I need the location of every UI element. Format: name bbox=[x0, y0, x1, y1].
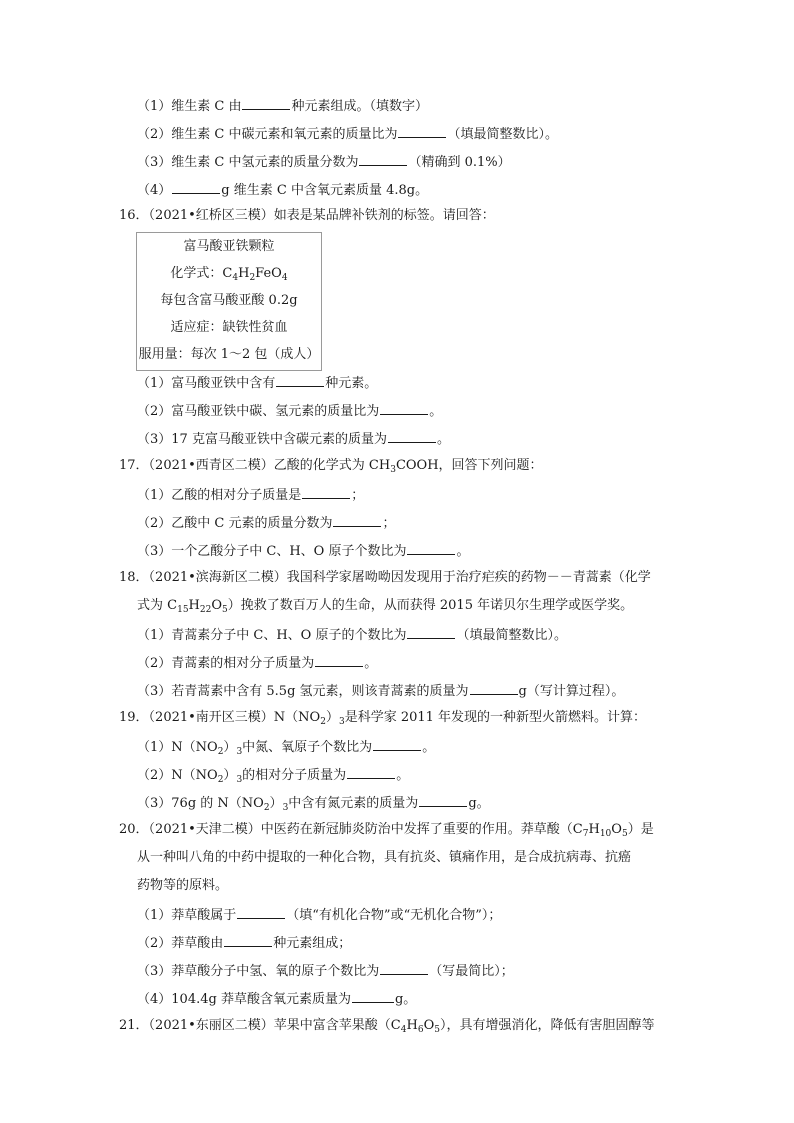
answer-blank[interactable] bbox=[224, 932, 272, 947]
q16-sub1 bbox=[137, 372, 377, 392]
formula-sub: 5 bbox=[434, 1025, 440, 1035]
q16-sub3-text-end: 。 bbox=[436, 432, 450, 447]
q15-sub3-text-end: （精确到 0.1%） bbox=[408, 155, 511, 170]
q18-sub2-text: （2）青蒿素的相对分子质量为 bbox=[137, 656, 315, 671]
q18-sub3-text: （3）若青蒿素中含有 5.5g 氢元素，则该青蒿素的质量为 bbox=[137, 684, 469, 699]
q17-sub2-text-end: ； bbox=[382, 516, 396, 531]
q16-sub2-text: （2）富马酸亚铁中碳、氢元素的质量比为 bbox=[137, 404, 380, 419]
answer-blank[interactable] bbox=[407, 540, 455, 555]
q17-head-text-end: COOH，回答下列问题： bbox=[395, 458, 543, 473]
q20-sub3 bbox=[137, 960, 514, 980]
answer-blank[interactable] bbox=[373, 736, 421, 751]
formula-sub: 6 bbox=[417, 1025, 424, 1035]
q20-sub1-text: （1）莽草酸属于 bbox=[137, 908, 237, 923]
q20-heading-cont1: 从一种叫八角的中药中提取的一种化合物，具有抗炎、镇痛作用，是合成抗病毒、抗癌 bbox=[137, 850, 632, 865]
q15-sub4-text-end: g 维生素 C 中含氧元素质量 4.8g。 bbox=[221, 183, 429, 198]
formula-sub: 5 bbox=[222, 605, 228, 615]
q17-sub2 bbox=[137, 512, 396, 532]
q18-sub1 bbox=[137, 624, 567, 644]
q20-heading bbox=[119, 820, 654, 840]
q19-sub2-text-end: 。 bbox=[396, 768, 410, 783]
formula-sub: 3 bbox=[236, 775, 243, 785]
q19-sub2-text: （2）N（NO bbox=[137, 768, 218, 783]
q20-sub1-text-end: （填“有机化合物”或“无机化合物”）； bbox=[286, 908, 502, 923]
q18-heading-cont bbox=[137, 596, 633, 616]
formula-h: H bbox=[588, 822, 600, 837]
q16-sub3-text: （3）17 克富马酸亚铁中含碳元素的质量为 bbox=[137, 432, 387, 447]
answer-blank[interactable] bbox=[302, 484, 350, 499]
q16-heading: 16．（2021•红桥区三模）如表是某品牌补铁剂的标签。请回答： bbox=[119, 208, 495, 223]
formula-prefix: 化学式：C bbox=[170, 266, 233, 281]
q15-sub3 bbox=[137, 151, 511, 171]
q20-heading-cont2: 药物等的原料。 bbox=[137, 878, 229, 893]
answer-blank[interactable] bbox=[347, 764, 395, 779]
label-dose: 每包含富马酸亚酸 0.2g bbox=[160, 293, 298, 308]
formula-h: H bbox=[406, 1018, 418, 1033]
q18-heading: 18．（2021•滨海新区二模）我国科学家屠呦呦因发现用于治疗疟疾的药物－－青蒿素（化学 bbox=[119, 570, 651, 585]
label-usage: 服用量：每次 1～2 包（成人） bbox=[138, 347, 320, 362]
q19-sub1-paren: ） bbox=[223, 740, 237, 755]
formula-sub: 3 bbox=[338, 717, 345, 727]
formula-sub: 15 bbox=[177, 605, 189, 615]
q15-sub1 bbox=[137, 95, 428, 115]
q15-sub2 bbox=[137, 123, 558, 143]
q21-heading bbox=[119, 1016, 654, 1036]
q19-sub1-text: （1）N（NO bbox=[137, 740, 218, 755]
q15-sub4 bbox=[137, 179, 428, 199]
q18-sub2 bbox=[137, 652, 377, 672]
q16-sub2-text-end: 。 bbox=[429, 404, 443, 419]
formula-sub: 3 bbox=[236, 747, 243, 757]
q19-sub2-paren: ） bbox=[223, 768, 237, 783]
formula-sub: 4 bbox=[400, 1025, 407, 1035]
label-formula bbox=[137, 264, 321, 284]
q19-head-text-end: 是科学家 2011 年发现的一种新型火箭燃料。计算： bbox=[344, 710, 647, 725]
q19-sub1 bbox=[137, 736, 435, 756]
formula-sub: 2 bbox=[263, 803, 270, 813]
label-indication: 适应症：缺铁性贫血 bbox=[170, 320, 288, 335]
answer-blank[interactable] bbox=[388, 428, 436, 443]
q20-sub3-text: （3）莽草酸分子中氢、氧的原子个数比为 bbox=[137, 964, 380, 979]
formula-sub: 4 bbox=[232, 273, 239, 283]
q16-sub2 bbox=[137, 400, 442, 420]
formula-sub: 5 bbox=[621, 829, 628, 839]
answer-blank[interactable] bbox=[352, 988, 394, 1003]
formula-sub: 3 bbox=[390, 465, 396, 475]
formula-h: H bbox=[238, 266, 250, 281]
q16-sub1-text: （1）富马酸亚铁中含有 bbox=[137, 376, 276, 391]
answer-blank[interactable] bbox=[407, 624, 455, 639]
q16-sub1-text-end: 种元素。 bbox=[325, 376, 378, 391]
answer-blank[interactable] bbox=[315, 652, 363, 667]
q18-cont-text-end: ）挽救了数百万人的生命，从而获得 2015 年诺贝尔生理学或医学奖。 bbox=[227, 598, 634, 613]
q20-sub4-text-end: g。 bbox=[394, 992, 417, 1007]
q19-head-text: 19．（2021•南开区三模）N（NO bbox=[119, 710, 321, 725]
answer-blank[interactable] bbox=[276, 372, 324, 387]
q17-sub1-text: （1）乙酸的相对分子质量是 bbox=[137, 488, 302, 503]
q15-sub4-text: （4） bbox=[137, 183, 172, 198]
q15-sub3-text: （3）维生素 C 中氢元素的质量分数为 bbox=[137, 155, 359, 170]
label-title: 富马酸亚铁颗粒 bbox=[183, 239, 275, 254]
formula-sub: 22 bbox=[199, 605, 212, 615]
q17-sub3-text: （3）一个乙酸分子中 C、H、O 原子个数比为 bbox=[137, 544, 407, 559]
q21-head-text-end: ），具有增强消化，降低有害胆固醇等 bbox=[439, 1018, 655, 1033]
formula-o: O bbox=[611, 822, 622, 837]
q15-sub1-text-end: 种元素组成。（填数字） bbox=[291, 99, 428, 114]
q18-sub1-text: （1）青蒿素分子中 C、H、O 原子的个数比为 bbox=[137, 628, 407, 643]
answer-blank[interactable] bbox=[237, 904, 285, 919]
formula-o: O bbox=[211, 598, 223, 613]
q20-sub2-text-end: 种元素组成； bbox=[273, 936, 352, 951]
q18-sub3-text-end: g（写计算过程）。 bbox=[518, 684, 625, 699]
q17-sub1-text-end: ； bbox=[351, 488, 365, 503]
q20-sub2 bbox=[137, 932, 351, 952]
q18-sub3 bbox=[137, 680, 624, 700]
q19-head-paren: ） bbox=[325, 710, 339, 725]
formula-sub: 3 bbox=[282, 803, 289, 813]
q21-head-text: 21．（2021•东丽区二模）苹果中富含苹果酸（C bbox=[119, 1018, 401, 1033]
q20-head-text-end: ）是 bbox=[627, 822, 654, 837]
q20-sub3-text-end: （写最简比）； bbox=[429, 964, 514, 979]
answer-blank[interactable] bbox=[242, 95, 290, 110]
q19-heading bbox=[119, 708, 646, 728]
q18-sub1-text-end: （填最简整数比）。 bbox=[456, 628, 567, 643]
q19-sub3-text: （3）76g 的 N（NO bbox=[137, 796, 264, 811]
formula-sub: 2 bbox=[217, 775, 224, 785]
q15-sub2-text-end: （填最简整数比）。 bbox=[447, 127, 558, 142]
q19-sub3-text-mid: 中含有氮元素的质量为 bbox=[288, 796, 419, 811]
q16-sub3 bbox=[137, 428, 450, 448]
q17-head-text: 17．（2021•西青区二模）乙酸的化学式为 CH bbox=[119, 458, 391, 473]
q19-sub1-text-end: 。 bbox=[422, 740, 436, 755]
q17-heading bbox=[119, 456, 543, 476]
formula-sub: 4 bbox=[281, 273, 288, 283]
formula-o: O bbox=[423, 1018, 435, 1033]
q17-sub3-text-end: 。 bbox=[456, 544, 470, 559]
formula-sub: 2 bbox=[320, 717, 326, 727]
q17-sub1 bbox=[137, 484, 364, 504]
q19-sub2-text-mid: 的相对分子质量为 bbox=[242, 768, 347, 783]
formula-sub: 7 bbox=[582, 829, 589, 839]
answer-blank[interactable] bbox=[419, 792, 467, 807]
formula-sub: 10 bbox=[599, 829, 612, 839]
q17-sub2-text: （2）乙酸中 C 元素的质量分数为 bbox=[137, 516, 333, 531]
q15-sub1-text: （1）维生素 C 由 bbox=[137, 99, 242, 114]
q18-sub2-text-end: 。 bbox=[364, 656, 378, 671]
answer-blank[interactable] bbox=[380, 400, 428, 415]
q20-head-text: 20．（2021•天津二模）中医药在新冠肺炎防治中发挥了重要的作用。莽草酸（C bbox=[119, 822, 583, 837]
q15-sub2-text: （2）维生素 C 中碳元素和氧元素的质量比为 bbox=[137, 127, 398, 142]
formula-h: H bbox=[188, 598, 200, 613]
answer-blank[interactable] bbox=[359, 151, 407, 166]
formula-sub: 2 bbox=[249, 273, 256, 283]
q19-sub1-text-mid: 中氮、氧原子个数比为 bbox=[242, 740, 373, 755]
answer-blank[interactable] bbox=[380, 960, 428, 975]
q20-sub4-text: （4）104.4g 莽草酸含氧元素质量为 bbox=[137, 992, 351, 1007]
q20-sub2-text: （2）莽草酸由 bbox=[137, 936, 224, 951]
answer-blank[interactable] bbox=[333, 512, 381, 527]
q18-cont-text: 式为 C bbox=[137, 598, 178, 613]
q20-sub4 bbox=[137, 988, 416, 1008]
q17-sub3 bbox=[137, 540, 470, 560]
q19-sub2 bbox=[137, 764, 409, 784]
answer-blank[interactable] bbox=[172, 179, 220, 194]
answer-blank[interactable] bbox=[398, 123, 446, 138]
answer-blank[interactable] bbox=[470, 680, 518, 695]
q19-sub3-text-end: g。 bbox=[468, 796, 490, 811]
q20-sub1 bbox=[137, 904, 501, 924]
formula-feo: FeO bbox=[255, 266, 282, 281]
q19-sub3 bbox=[137, 792, 490, 812]
supplement-label-table bbox=[136, 232, 322, 371]
formula-sub: 2 bbox=[217, 747, 224, 757]
q19-sub3-paren: ） bbox=[269, 796, 283, 811]
